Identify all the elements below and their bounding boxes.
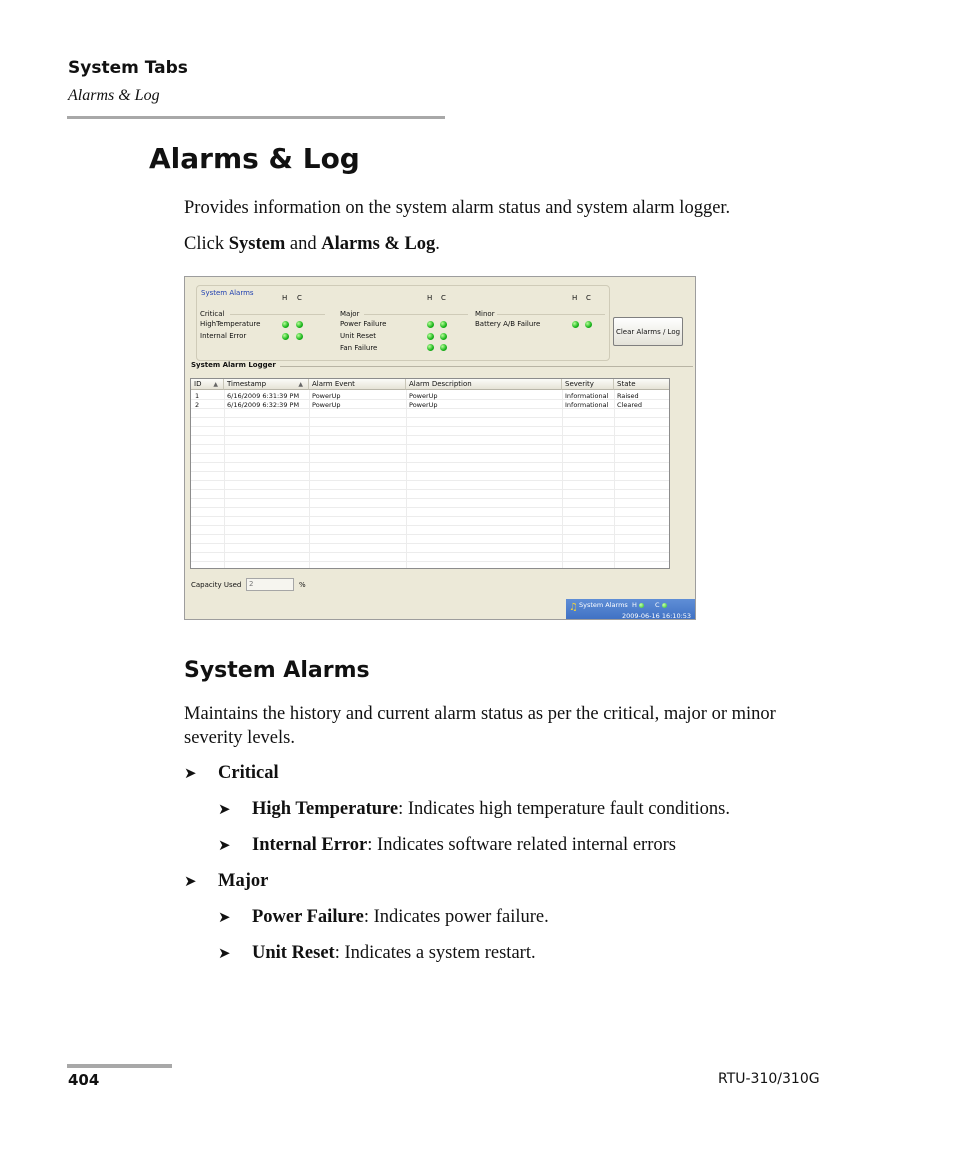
alarm-battery-failure: Battery A/B Failure [475,320,541,328]
critical-c-header: C [297,294,302,302]
table-grid-column [224,390,225,568]
table-cell: PowerUp [312,392,341,400]
bullet-arrow-icon: ➤ [218,946,231,962]
page-title: Alarms & Log [149,142,360,175]
col-header-alarm-description[interactable]: Alarm Description [406,379,562,390]
col-header-timestamp[interactable] [224,379,309,390]
bullet-term: Power Failure [252,907,364,927]
alarm-bell-icon: ♫ [569,602,578,613]
table-grid-row [191,435,669,436]
table-grid-row [191,507,669,508]
led-high-temperature-h [282,321,289,328]
alarm-high-temperature: HighTemperature [200,320,261,328]
table-grid-row [191,516,669,517]
led-high-temperature-c [296,321,303,328]
table-cell: PowerUp [409,401,438,409]
bullet-high-temperature [218,797,730,822]
table-cell: 6/16/2009 6:32:39 PM [227,401,300,409]
bullet-unit-reset [218,941,536,966]
led-battery-failure-c [585,321,592,328]
table-grid-row [191,561,669,562]
major-c-header: C [441,294,446,302]
alarm-fan-failure: Fan Failure [340,344,378,352]
alarm-internal-error: Internal Error [200,332,247,340]
table-cell: Informational [565,401,609,409]
running-header-subsection: Alarms & Log [68,87,160,104]
led-fan-failure-h [427,344,434,351]
table-cell: 6/16/2009 6:31:39 PM [227,392,300,400]
col-header-alarm-event[interactable]: Alarm Event [309,379,406,390]
click-item-system: System [228,234,286,254]
alarm-power-failure: Power Failure [340,320,387,328]
table-cell: Raised [617,392,639,400]
click-suffix: . [435,234,440,254]
bullet-term: Internal Error [252,835,368,855]
bullet-critical [184,761,279,786]
system-alarm-logger-title: System Alarm Logger [191,361,276,369]
bullet-major-label: Major [218,871,269,891]
table-grid-row [191,471,669,472]
table-cell: 1 [195,392,200,400]
led-power-failure-h [427,321,434,328]
intro-paragraph: Provides information on the system alarm status and system alarm logger. [184,198,731,218]
bullet-power-failure [218,905,549,930]
status-led-c [662,603,667,608]
col-header-severity[interactable]: Severity [562,379,614,390]
table-grid-row [191,489,669,490]
major-rule [364,314,468,315]
table-grid-row [191,534,669,535]
table-grid-row [191,417,669,418]
bullet-arrow-icon: ➤ [184,766,197,782]
major-title: Major [340,310,360,318]
table-grid-column [614,390,615,568]
click-middle: and [285,234,322,254]
sort-arrow-icon: ▲ [213,381,218,388]
logger-rule [280,366,693,367]
bullet-arrow-icon: ➤ [218,910,231,926]
table-grid-row [191,462,669,463]
table-cell: 2 [195,401,200,409]
bullet-arrow-icon: ➤ [218,802,231,818]
footer-rule [67,1064,172,1068]
click-instruction [184,232,844,256]
col-header-timestamp-label: Timestamp [227,380,267,388]
header-rule [67,116,445,119]
system-alarms-group-title: System Alarms [201,289,254,297]
led-fan-failure-c [440,344,447,351]
led-power-failure-c [440,321,447,328]
critical-title: Critical [200,310,225,318]
table-cell: PowerUp [312,401,341,409]
led-unit-reset-h [427,333,434,340]
table-cell: Informational [565,392,609,400]
table-grid-row [191,552,669,553]
table-grid-row [191,543,669,544]
click-prefix: Click [184,234,229,254]
bullet-critical-label: Critical [218,763,279,783]
capacity-used-field: 2 [246,578,294,591]
minor-h-header: H [572,294,578,302]
table-grid-column [309,390,310,568]
bullet-major [184,869,268,894]
bullet-arrow-icon: ➤ [184,874,197,890]
minor-title: Minor [475,310,495,318]
alarms-log-screenshot [184,276,696,620]
minor-rule [497,314,605,315]
running-header-section: System Tabs [68,58,188,78]
led-internal-error-h [282,333,289,340]
status-bar-h: H [632,601,637,609]
status-bar-timestamp: 2009-06-16 16:10:53 [622,612,692,620]
table-grid-column [406,390,407,568]
bullet-desc: : Indicates high temperature fault conditions. [398,799,730,819]
clear-alarms-log-button[interactable]: Clear Alarms / Log [613,317,683,346]
table-grid-column [562,390,563,568]
led-unit-reset-c [440,333,447,340]
table-grid-row [191,480,669,481]
led-internal-error-c [296,333,303,340]
col-header-state[interactable]: State [614,379,670,390]
alarm-unit-reset: Unit Reset [340,332,377,340]
table-grid-row [191,525,669,526]
bullet-term: High Temperature [252,799,399,819]
minor-c-header: C [586,294,591,302]
capacity-unit: % [299,581,306,589]
table-grid-row [191,426,669,427]
status-bar-label: System Alarms [579,601,628,609]
table-cell: Cleared [617,401,642,409]
bullet-desc: : Indicates a system restart. [334,943,536,963]
capacity-used-label: Capacity Used [191,581,242,589]
critical-rule [230,314,325,315]
table-cell: PowerUp [409,392,438,400]
status-led-h [639,603,644,608]
bullet-term: Unit Reset [252,943,335,963]
system-alarms-paragraph: Maintains the history and current alarm status as per the critical, major or minor severity levels. [184,704,776,748]
bullet-arrow-icon: ➤ [218,838,231,854]
table-grid-row [191,444,669,445]
major-h-header: H [427,294,433,302]
click-item-alarms-log: Alarms & Log [321,234,436,254]
footer-model: RTU-310/310G [718,1071,820,1087]
table-grid-row [191,453,669,454]
col-header-id-label: ID [194,380,202,388]
sort-arrow-icon: ▲ [298,381,303,388]
section-title-system-alarms: System Alarms [184,658,370,683]
alarm-log-table[interactable] [190,378,670,569]
table-grid-row [191,498,669,499]
led-battery-failure-h [572,321,579,328]
page-number: 404 [68,1071,100,1089]
bullet-desc: : Indicates power failure. [363,907,549,927]
status-bar[interactable] [566,599,696,620]
col-header-id[interactable] [191,379,224,390]
bullet-internal-error [218,833,676,858]
critical-h-header: H [282,294,288,302]
bullet-desc: : Indicates software related internal errors [367,835,676,855]
status-bar-c: C [655,601,660,609]
